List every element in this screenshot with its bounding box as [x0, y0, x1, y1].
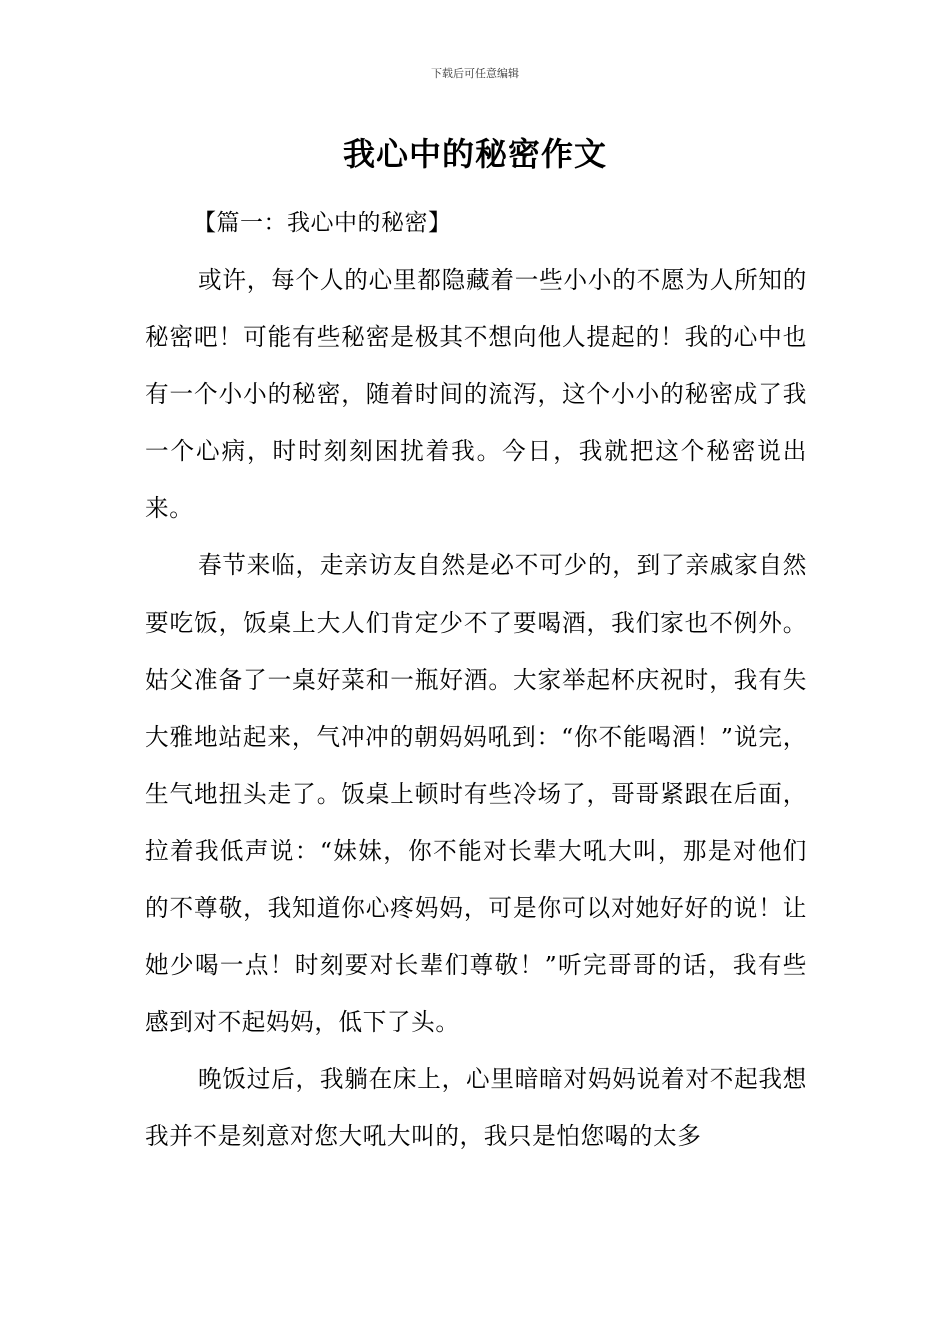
section-heading: 【篇一：我心中的秘密】 [193, 210, 452, 236]
paragraph-3: 晚饭过后，我躺在床上，心里暗暗对妈妈说着对不起我想我并不是刻意对您大吼大叫的，我只是怕您喝的太多 [145, 1065, 807, 1151]
header-note: 下载后可任意编辑 [431, 67, 519, 80]
document-title: 我心中的秘密作文 [342, 135, 607, 173]
paragraph-2: 春节来临，走亲访友自然是必不可少的，到了亲戚家自然要吃饭，饭桌上大人们肯定少不了要喝酒，我们家也不例外。姑父准备了一桌好菜和一瓶好酒。大家举起杯庆祝时，我有失大雅地站起来，气冲冲的朝妈妈吼到：“你不能喝酒！”说完，生气地扭头走了。饭桌上顿时有些冷场了，哥哥紧跟在后面，拉着我低声说：“妹妹，你不能对长辈大吼大叫，那是对他们的不尊敬，我知道你心疼妈妈，可是你可以对她好好的说！让她少喝一点！时刻要对长辈们尊敬！”听完哥哥的话，我有些感到对不起妈妈，低下了头。 [145, 551, 807, 1037]
document-body [145, 195, 807, 1166]
paragraph-1: 或许，每个人的心里都隐藏着一些小小的不愿为人所知的秘密吧！可能有些秘密是极其不想向他人提起的！我的心中也有一个小小的秘密，随着时间的流泻，这个小小的秘密成了我一个心病，时时刻刻困扰着我。今日，我就把这个秘密说出来。 [145, 266, 807, 523]
